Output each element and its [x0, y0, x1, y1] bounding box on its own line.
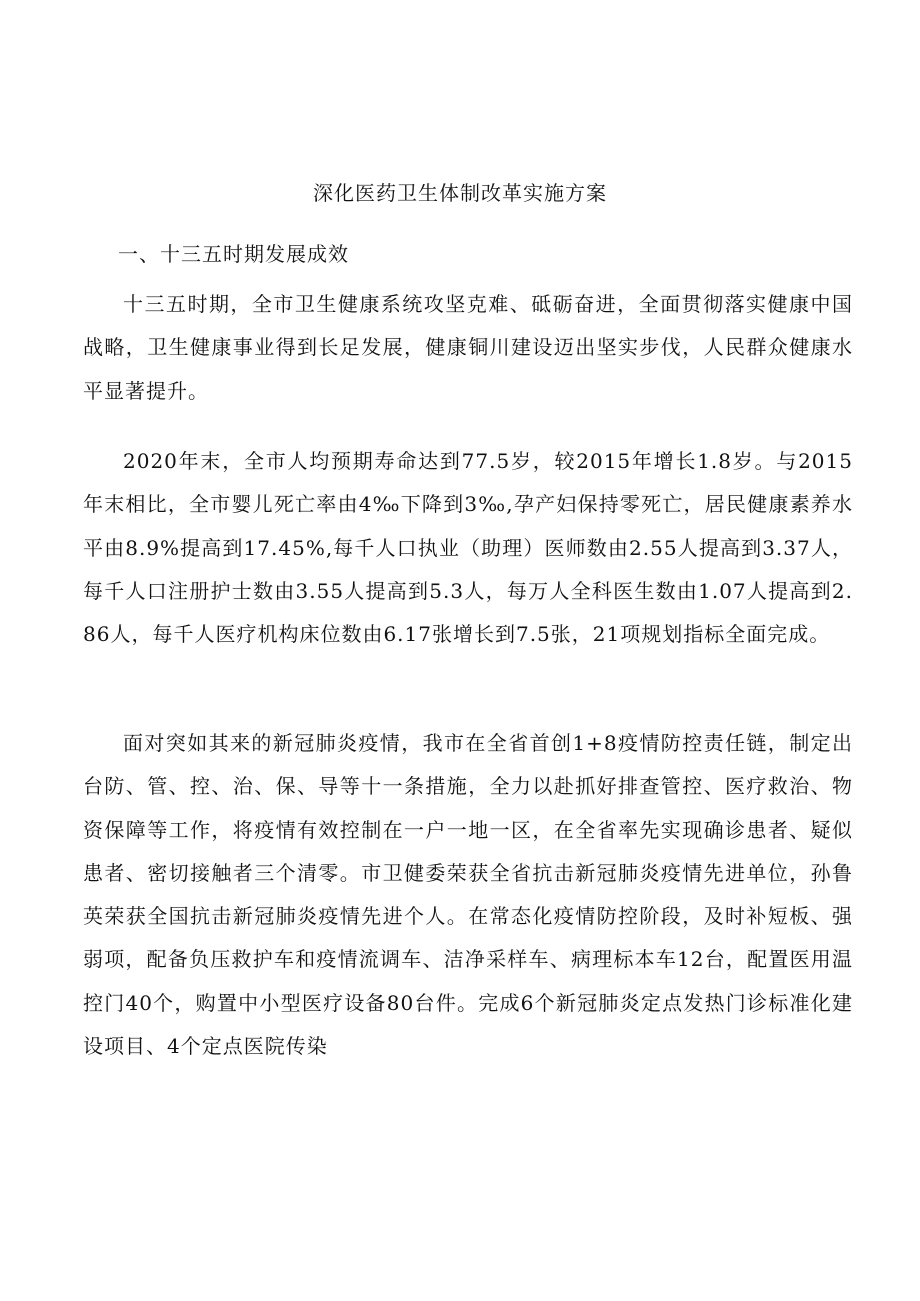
paragraph-1: 十三五时期，全市卫生健康系统攻坚克难、砥砺奋进，全面贯彻落实健康中国战略，卫生健康事业得到长足发展，健康铜川建设迈出坚实步伐，人民群众健康水平显著提升。 [83, 292, 853, 403]
section-heading: 一、十三五时期发展成效 [118, 242, 349, 266]
paragraph-2: 2020年末，全市人均预期寿命达到77.5岁，较2015年增长1.8岁。与2015年末相比，全市婴儿死亡率由4‰下降到3‰,孕产妇保持零死亡，居民健康素养水平由8.9%提高到17.45%,每千人口执业（助理）医师数由2.55人提高到3.37人，每千人口注册护士数由3.55人提高到5.3人，每万人全科医生数由1.07人提高到2.86人，每千人医疗机构床位数由6.17张增长到7.5张，21项规划指标全面完成。 [83, 449, 853, 647]
document-title: 深化医药卫生体制改革实施方案 [313, 181, 607, 205]
paragraph-3: 面对突如其来的新冠肺炎疫情，我市在全省首创1+8疫情防控责任链，制定出台防、管、控、治、保、导等十一条措施，全力以赴抓好排查管控、医疗救治、物资保障等工作，将疫情有效控制在一户一地一区，在全省率先实现确诊患者、疑似患者、密切接触者三个清零。市卫健委荣获全省抗击新冠肺炎疫情先进单位，孙鲁英荣获全国抗击新冠肺炎疫情先进个人。在常态化疫情防控阶段，及时补短板、强弱项，配备负压救护车和疫情流调车、洁净采样车、病理标本车12台，配置医用温控门40个，购置中小型医疗设备80台件。完成6个新冠肺炎定点发热门诊标准化建设项目、4个定点医院传染 [83, 731, 853, 1059]
